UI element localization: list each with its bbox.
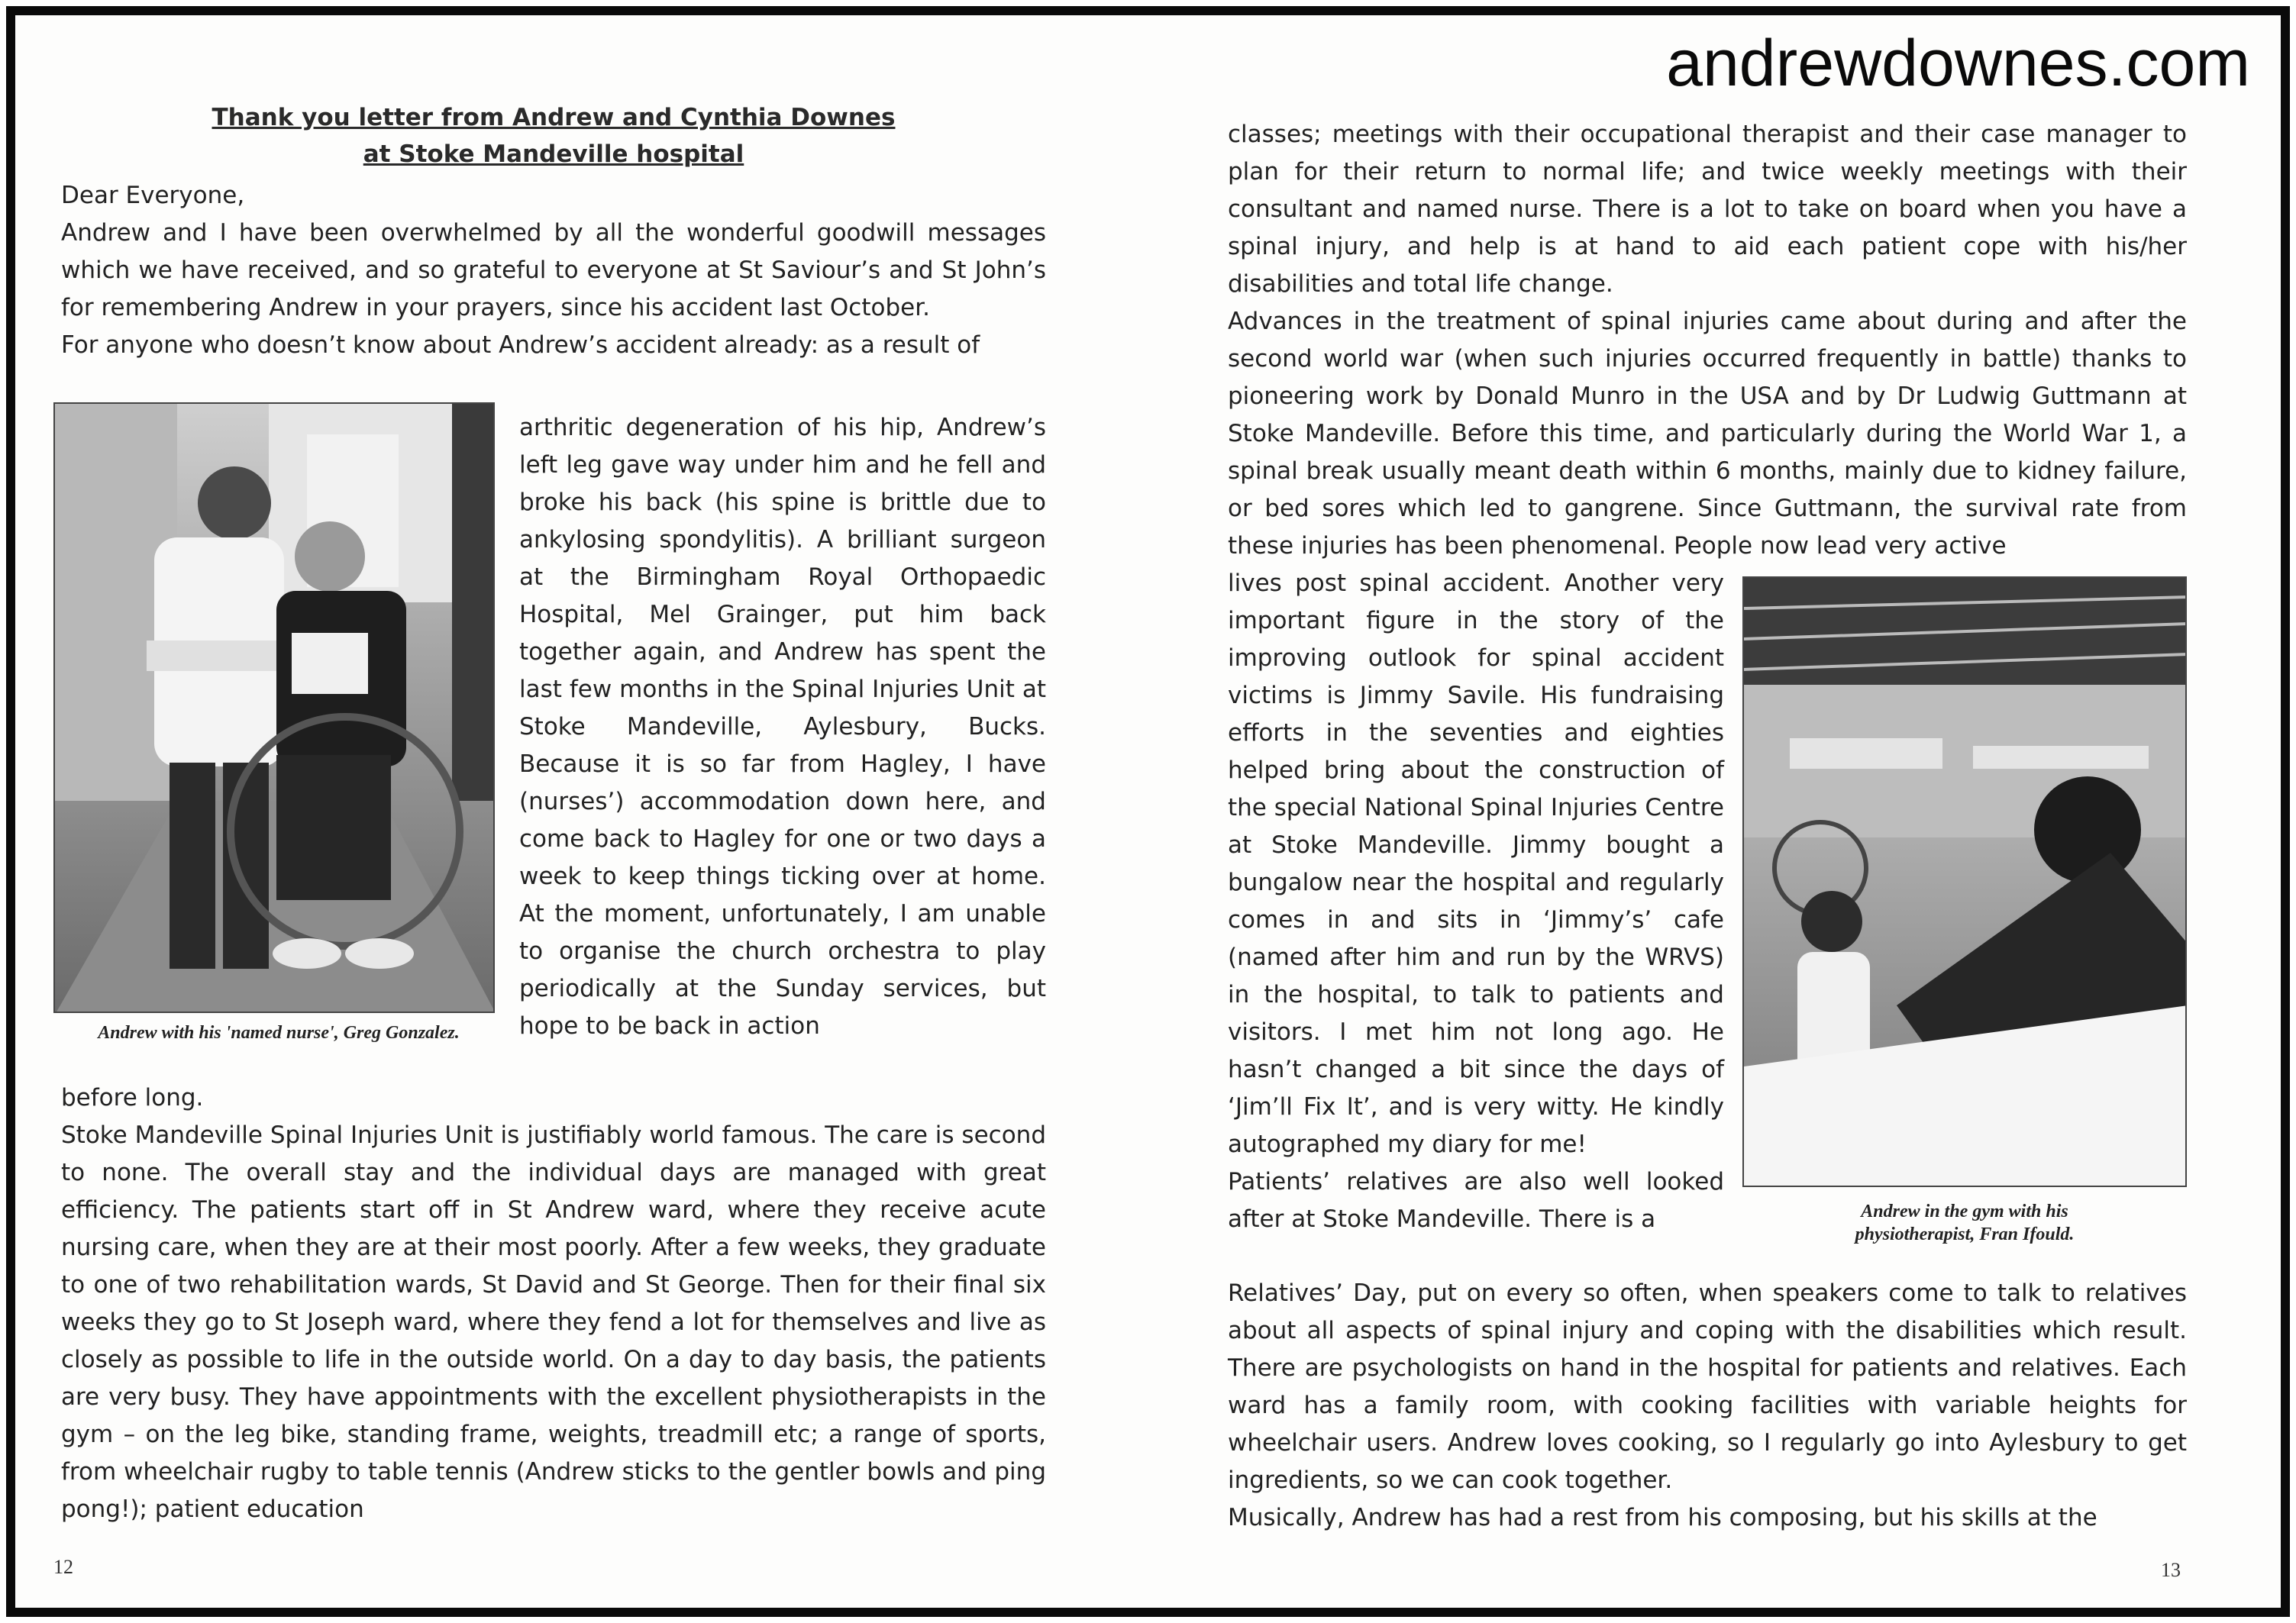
caption-line: Andrew in the gym with his <box>1861 1202 2068 1221</box>
body-text <box>61 1079 1046 1528</box>
letter-subtitle: at Stoke Mandeville hospital <box>363 140 744 168</box>
paragraph: classes; meetings with their occupational therapist and their case manager to plan for their return to normal life; and twice weekly meetings with their consultant and named nurse. There is a lot to take on board when you have a spinal injury, and help is at hand to aid each patient cope with his/her disabilities and total life change. <box>1228 121 2187 298</box>
body-text <box>1228 1275 2187 1537</box>
salutation: Dear Everyone, <box>61 182 245 209</box>
caption-line: physiotherapist, Fran Ifould. <box>1855 1225 2075 1244</box>
document-frame <box>6 6 2290 1617</box>
paragraph-wrap: Patients’ relatives are also well looked after at Stoke Mandeville. There is a <box>1228 1168 1724 1233</box>
paragraph: Musically, Andrew has had a rest from his composing, but his skills at the <box>1228 1504 2097 1531</box>
body-text <box>1228 116 2187 565</box>
nurse-patient-photo <box>53 402 495 1013</box>
paragraph: Stoke Mandeville Spinal Injuries Unit is justifiably world famous. The care is second to none. The overall stay and the individual days are managed with great efficiency. The patients start off in St Andrew ward, where they receive acute nursing care, when they are at their most poorly. After a few weeks, they graduate to one of two rehabilitation wards, St David and St George. Then for their final six weeks they go to St Joseph ward, where they fend a lot for themselves and live as closely as possible to life in the outside world. On a day to day basis, the patients are very busy. They have appointments with the excellent physiotherapists in the gym – on the leg bike, standing frame, weights, treadmill etc; a range of sports, from wheelchair rugby to table tennis (Andrew sticks to the gentler bowls and ping pong!); patient education <box>61 1121 1046 1523</box>
right-page <box>1161 15 2296 1608</box>
paragraph-tail: before long. <box>61 1084 204 1112</box>
paragraph-wrap: lives post spinal accident. Another very important figure in the story of the improving outlook for spinal accident victims is Jimmy Savile. His fundraising efforts in the seventies and eighties helped bring about the construction of the special National Spinal Injuries Centre at Stoke Mandeville. Jimmy bought a bungalow near the hospital and regularly comes in and sits in ‘Jimmy’s’ cafe (named after him and run by the WRVS) in the hospital, to talk to patients and visitors. I met him not long ago. He hasn’t changed a bit since the days of ‘Jim’ll Fix It’, and is very witty. He kindly autographed my diary for me! <box>1228 570 1725 1158</box>
paragraph: Advances in the treatment of spinal injuries came about during and after the second world war (when such injuries occurred frequently in battle) thanks to pioneering work by Donald Munro in the USA and by Dr Ludwig Guttmann at Stoke Mandeville. Before this time, and particularly during the World War 1, a spinal break usually meant death within 6 months, mainly due to kidney failure, or bed sores which led to gangrene. Since Guttmann, the survival rate from these injuries has been phenomenal. People now lead very active <box>1228 308 2187 560</box>
left-page <box>15 15 1161 1608</box>
paragraph-lead: For anyone who doesn’t know about Andrew’s accident already: as a result of <box>61 331 980 359</box>
paragraph: Andrew and I have been overwhelmed by all the wonderful goodwill messages which we have received, and so grateful to everyone at St Saviour’s and St John’s for remembering Andrew in your prayers, since his accident last October. <box>61 219 1046 321</box>
salutation-and-intro <box>61 177 1046 364</box>
wrapped-text-beside-photo: arthritic degeneration of his hip, Andrew’s left leg gave way under him and he fell and broke his back (his spine is brittle due to ankylosing spondylitis). A brilliant surgeon at the Birmingham Royal Orthopaedic Hospital, Mel Grainger, put him back together again, and Andrew has spent the last few months in the Spinal Injuries Unit at Stoke Mandeville, Aylesbury, Bucks. Because it is so far from Hagley, I have (nurses’) accommodation down here, and come back to Hagley for one or two days a week to keep things ticking over at home. At the moment, unfortunately, I am unable to organise the church orchestra to play periodically at the Sunday services, but hope to be back in action <box>519 414 1046 1040</box>
page-number: 13 <box>2161 1559 2181 1581</box>
gym-photo <box>1742 576 2187 1187</box>
photo-caption: Andrew with his 'named nurse', Greg Gonzalez. <box>98 1023 460 1043</box>
paragraph: Relatives’ Day, put on every so often, when speakers come to talk to relatives about all aspects of spinal injury and coping with the disabilities which result. There are psychologists on hand in the hospital for patients and relatives. Each ward has a family room, with cooking facilities with variable heights for wheelchair users. Andrew loves cooking, so I regularly go into Aylesbury to get ingredients, so we can cook together. <box>1228 1279 2187 1494</box>
photo-caption <box>1742 1200 2187 1246</box>
watermark: andrewdownes.com <box>1666 27 2250 100</box>
page-number: 12 <box>53 1556 73 1578</box>
wrapped-text-beside-photo <box>1228 565 1724 1238</box>
letter-title: Thank you letter from Andrew and Cynthia Downes <box>212 104 896 131</box>
